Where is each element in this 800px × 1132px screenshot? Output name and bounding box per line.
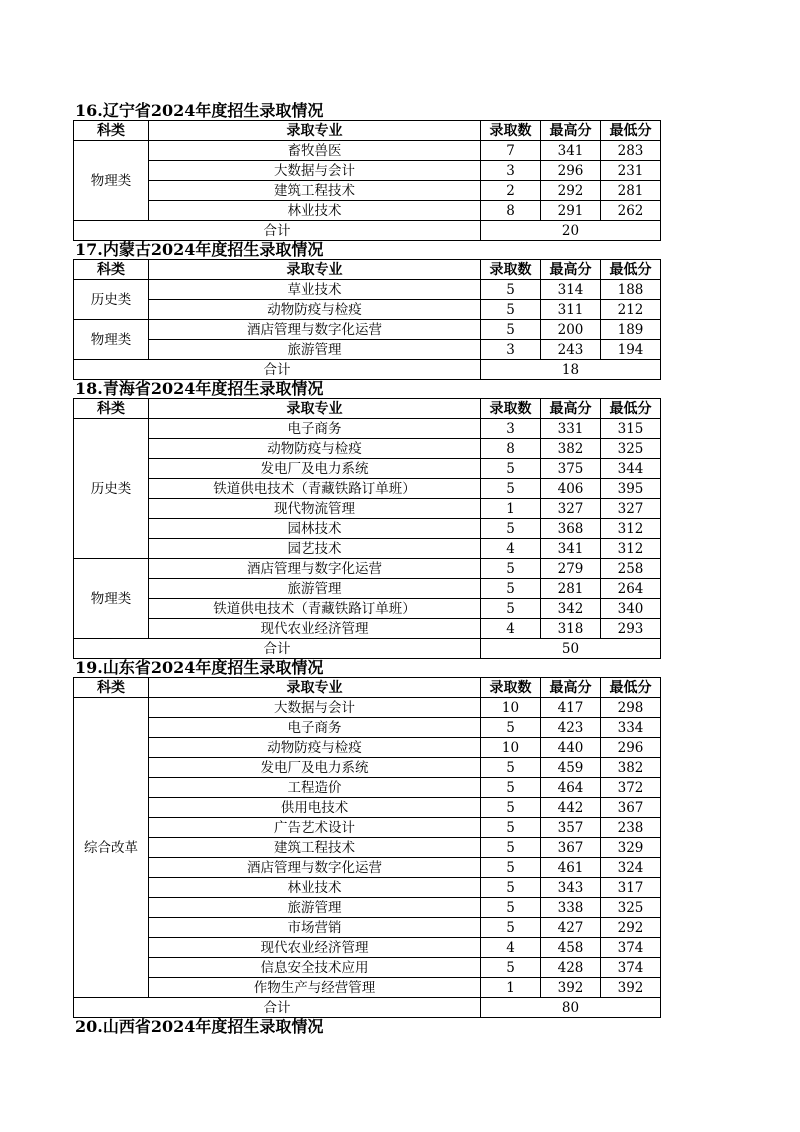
table-row: [74, 579, 661, 599]
major-cell: 大数据与会计: [149, 698, 481, 718]
max-score-cell: 292: [541, 181, 601, 201]
category-cell: 物理类: [74, 559, 149, 639]
header-category: 科类: [74, 678, 149, 698]
min-score-cell: 324: [601, 858, 661, 878]
max-score-cell: 281: [541, 579, 601, 599]
table-row: [74, 978, 661, 998]
admission-table: [73, 398, 661, 659]
max-score-cell: 357: [541, 818, 601, 838]
max-score-cell: 459: [541, 758, 601, 778]
min-score-cell: 258: [601, 559, 661, 579]
major-cell: 作物生产与经营管理: [149, 978, 481, 998]
table-row: [74, 898, 661, 918]
section-title: 17.内蒙古2024年度招生录取情况: [75, 240, 324, 259]
table-row: [74, 798, 661, 818]
header-min: 最低分: [601, 399, 661, 419]
major-cell: 大数据与会计: [149, 161, 481, 181]
min-score-cell: 264: [601, 579, 661, 599]
count-cell: 5: [481, 519, 541, 539]
count-cell: 5: [481, 718, 541, 738]
major-cell: 旅游管理: [149, 579, 481, 599]
table-row: [74, 499, 661, 519]
table-row: [74, 619, 661, 639]
major-cell: 动物防疫与检疫: [149, 300, 481, 320]
max-score-cell: 343: [541, 878, 601, 898]
min-score-cell: 329: [601, 838, 661, 858]
major-cell: 现代农业经济管理: [149, 619, 481, 639]
major-cell: 铁道供电技术（青藏铁路订单班）: [149, 599, 481, 619]
header-count: 录取数: [481, 121, 541, 141]
count-cell: 5: [481, 838, 541, 858]
table-row: [74, 201, 661, 221]
header-max: 最高分: [541, 121, 601, 141]
major-cell: 旅游管理: [149, 340, 481, 360]
major-cell: 电子商务: [149, 718, 481, 738]
min-score-cell: 281: [601, 181, 661, 201]
min-score-cell: 293: [601, 619, 661, 639]
count-cell: 1: [481, 499, 541, 519]
table-row: [74, 718, 661, 738]
count-cell: 4: [481, 619, 541, 639]
major-cell: 供用电技术: [149, 798, 481, 818]
count-cell: 10: [481, 698, 541, 718]
min-score-cell: 325: [601, 439, 661, 459]
table-row: [74, 300, 661, 320]
admission-table: [73, 259, 661, 380]
count-cell: 4: [481, 539, 541, 559]
max-score-cell: 458: [541, 938, 601, 958]
count-cell: 5: [481, 479, 541, 499]
max-score-cell: 327: [541, 499, 601, 519]
count-cell: 7: [481, 141, 541, 161]
total-value: 18: [481, 360, 661, 380]
header-row: [74, 260, 661, 280]
count-cell: 5: [481, 878, 541, 898]
header-max: 最高分: [541, 678, 601, 698]
table-row: [74, 858, 661, 878]
category-cell: 历史类: [74, 280, 149, 320]
major-cell: 酒店管理与数字化运营: [149, 559, 481, 579]
max-score-cell: 291: [541, 201, 601, 221]
count-cell: 10: [481, 738, 541, 758]
header-count: 录取数: [481, 678, 541, 698]
min-score-cell: 238: [601, 818, 661, 838]
min-score-cell: 312: [601, 519, 661, 539]
major-cell: 发电厂及电力系统: [149, 758, 481, 778]
header-min: 最低分: [601, 121, 661, 141]
major-cell: 现代农业经济管理: [149, 938, 481, 958]
total-row: [74, 360, 661, 380]
major-cell: 发电厂及电力系统: [149, 459, 481, 479]
total-row: [74, 639, 661, 659]
category-cell: 物理类: [74, 141, 149, 221]
major-cell: 酒店管理与数字化运营: [149, 858, 481, 878]
total-value: 50: [481, 639, 661, 659]
min-score-cell: 317: [601, 878, 661, 898]
max-score-cell: 428: [541, 958, 601, 978]
table-row: [74, 519, 661, 539]
category-cell: 综合改革: [74, 698, 149, 998]
min-score-cell: 194: [601, 340, 661, 360]
total-label: 合计: [74, 998, 481, 1018]
min-score-cell: 334: [601, 718, 661, 738]
min-score-cell: 344: [601, 459, 661, 479]
table-row: [74, 141, 661, 161]
count-cell: 1: [481, 978, 541, 998]
table-row: [74, 599, 661, 619]
section-title: 18.青海省2024年度招生录取情况: [75, 379, 324, 398]
max-score-cell: 417: [541, 698, 601, 718]
count-cell: 3: [481, 161, 541, 181]
max-score-cell: 296: [541, 161, 601, 181]
max-score-cell: 279: [541, 559, 601, 579]
count-cell: 8: [481, 201, 541, 221]
min-score-cell: 262: [601, 201, 661, 221]
max-score-cell: 314: [541, 280, 601, 300]
table-row: [74, 938, 661, 958]
header-major: 录取专业: [149, 678, 481, 698]
min-score-cell: 231: [601, 161, 661, 181]
major-cell: 动物防疫与检疫: [149, 738, 481, 758]
table-row: [74, 559, 661, 579]
max-score-cell: 375: [541, 459, 601, 479]
count-cell: 5: [481, 898, 541, 918]
count-cell: 5: [481, 798, 541, 818]
min-score-cell: 327: [601, 499, 661, 519]
admission-table: [73, 677, 661, 1018]
major-cell: 现代物流管理: [149, 499, 481, 519]
max-score-cell: 442: [541, 798, 601, 818]
table-row: [74, 181, 661, 201]
table-row: [74, 459, 661, 479]
max-score-cell: 243: [541, 340, 601, 360]
min-score-cell: 374: [601, 938, 661, 958]
max-score-cell: 311: [541, 300, 601, 320]
header-category: 科类: [74, 399, 149, 419]
major-cell: 铁道供电技术（青藏铁路订单班）: [149, 479, 481, 499]
table-row: [74, 838, 661, 858]
max-score-cell: 367: [541, 838, 601, 858]
max-score-cell: 338: [541, 898, 601, 918]
count-cell: 5: [481, 958, 541, 978]
table-row: [74, 758, 661, 778]
major-cell: 草业技术: [149, 280, 481, 300]
admission-table: [73, 120, 661, 241]
max-score-cell: 341: [541, 141, 601, 161]
major-cell: 林业技术: [149, 201, 481, 221]
count-cell: 5: [481, 320, 541, 340]
major-cell: 建筑工程技术: [149, 838, 481, 858]
max-score-cell: 342: [541, 599, 601, 619]
header-row: [74, 399, 661, 419]
count-cell: 2: [481, 181, 541, 201]
major-cell: 酒店管理与数字化运营: [149, 320, 481, 340]
header-max: 最高分: [541, 260, 601, 280]
table-row: [74, 340, 661, 360]
max-score-cell: 461: [541, 858, 601, 878]
major-cell: 信息安全技术应用: [149, 958, 481, 978]
header-major: 录取专业: [149, 260, 481, 280]
total-label: 合计: [74, 221, 481, 241]
table-row: [74, 280, 661, 300]
table-row: [74, 479, 661, 499]
table-row: [74, 878, 661, 898]
count-cell: 5: [481, 778, 541, 798]
count-cell: 4: [481, 938, 541, 958]
table-row: [74, 738, 661, 758]
min-score-cell: 325: [601, 898, 661, 918]
table-row: [74, 958, 661, 978]
min-score-cell: 188: [601, 280, 661, 300]
table-row: [74, 439, 661, 459]
major-cell: 市场营销: [149, 918, 481, 938]
count-cell: 5: [481, 599, 541, 619]
header-major: 录取专业: [149, 121, 481, 141]
table-row: [74, 698, 661, 718]
max-score-cell: 392: [541, 978, 601, 998]
count-cell: 5: [481, 758, 541, 778]
count-cell: 3: [481, 419, 541, 439]
total-label: 合计: [74, 639, 481, 659]
max-score-cell: 464: [541, 778, 601, 798]
major-cell: 工程造价: [149, 778, 481, 798]
header-count: 录取数: [481, 260, 541, 280]
max-score-cell: 331: [541, 419, 601, 439]
min-score-cell: 340: [601, 599, 661, 619]
category-cell: 历史类: [74, 419, 149, 559]
min-score-cell: 296: [601, 738, 661, 758]
major-cell: 畜牧兽医: [149, 141, 481, 161]
max-score-cell: 423: [541, 718, 601, 738]
table-row: [74, 419, 661, 439]
min-score-cell: 212: [601, 300, 661, 320]
min-score-cell: 292: [601, 918, 661, 938]
section-title: 19.山东省2024年度招生录取情况: [75, 658, 324, 677]
table-row: [74, 539, 661, 559]
header-min: 最低分: [601, 678, 661, 698]
count-cell: 5: [481, 280, 541, 300]
header-min: 最低分: [601, 260, 661, 280]
header-category: 科类: [74, 260, 149, 280]
count-cell: 5: [481, 579, 541, 599]
table-row: [74, 161, 661, 181]
max-score-cell: 318: [541, 619, 601, 639]
max-score-cell: 406: [541, 479, 601, 499]
major-cell: 建筑工程技术: [149, 181, 481, 201]
major-cell: 园林技术: [149, 519, 481, 539]
total-row: [74, 998, 661, 1018]
count-cell: 5: [481, 818, 541, 838]
table-row: [74, 778, 661, 798]
min-score-cell: 367: [601, 798, 661, 818]
count-cell: 5: [481, 858, 541, 878]
major-cell: 电子商务: [149, 419, 481, 439]
major-cell: 旅游管理: [149, 898, 481, 918]
min-score-cell: 298: [601, 698, 661, 718]
header-count: 录取数: [481, 399, 541, 419]
max-score-cell: 341: [541, 539, 601, 559]
count-cell: 3: [481, 340, 541, 360]
category-cell: 物理类: [74, 320, 149, 360]
major-cell: 动物防疫与检疫: [149, 439, 481, 459]
min-score-cell: 312: [601, 539, 661, 559]
count-cell: 5: [481, 918, 541, 938]
max-score-cell: 427: [541, 918, 601, 938]
table-row: [74, 818, 661, 838]
min-score-cell: 372: [601, 778, 661, 798]
max-score-cell: 440: [541, 738, 601, 758]
min-score-cell: 283: [601, 141, 661, 161]
header-row: [74, 121, 661, 141]
major-cell: 广告艺术设计: [149, 818, 481, 838]
min-score-cell: 189: [601, 320, 661, 340]
count-cell: 5: [481, 300, 541, 320]
min-score-cell: 392: [601, 978, 661, 998]
min-score-cell: 395: [601, 479, 661, 499]
header-category: 科类: [74, 121, 149, 141]
count-cell: 5: [481, 459, 541, 479]
major-cell: 园艺技术: [149, 539, 481, 559]
min-score-cell: 382: [601, 758, 661, 778]
table-row: [74, 320, 661, 340]
max-score-cell: 200: [541, 320, 601, 340]
min-score-cell: 374: [601, 958, 661, 978]
table-row: [74, 918, 661, 938]
total-value: 80: [481, 998, 661, 1018]
total-row: [74, 221, 661, 241]
max-score-cell: 368: [541, 519, 601, 539]
section-title: 20.山西省2024年度招生录取情况: [75, 1017, 324, 1036]
section-title: 16.辽宁省2024年度招生录取情况: [75, 101, 324, 120]
count-cell: 8: [481, 439, 541, 459]
header-major: 录取专业: [149, 399, 481, 419]
total-label: 合计: [74, 360, 481, 380]
min-score-cell: 315: [601, 419, 661, 439]
max-score-cell: 382: [541, 439, 601, 459]
count-cell: 5: [481, 559, 541, 579]
document: [73, 102, 660, 1036]
total-value: 20: [481, 221, 661, 241]
header-max: 最高分: [541, 399, 601, 419]
major-cell: 林业技术: [149, 878, 481, 898]
header-row: [74, 678, 661, 698]
